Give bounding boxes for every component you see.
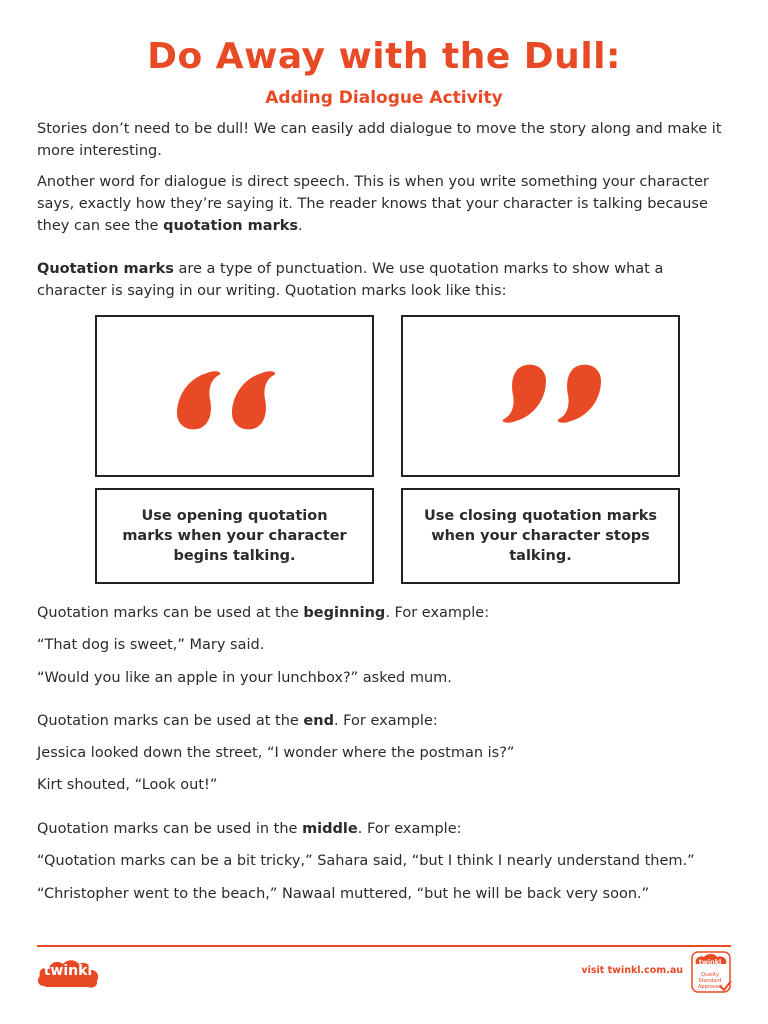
closing-caption-box: Use closing quotation marks when your character stops talking. — [401, 488, 680, 584]
closing-quote-box — [401, 315, 680, 477]
opening-quotation-mark-icon — [97, 317, 376, 479]
example-line: “Would you like an apple in your lunchbox?” asked mum. — [37, 670, 452, 686]
opening-caption-box: Use opening quotation marks when your character begins talking. — [95, 488, 374, 584]
intro-paragraph-2: Another word for dialogue is direct speech. This is when you write something your character says, exactly how they’re saying it. The reader knows that your character is talking because they can see the quotation marks. — [37, 174, 709, 234]
keyword: beginning — [303, 605, 386, 621]
keyword: end — [303, 713, 334, 729]
closing-quotation-mark-icon — [403, 317, 682, 479]
logo-text: twinkl — [43, 963, 93, 979]
bold-term: quotation marks — [163, 218, 298, 234]
bold-term: Quotation marks — [37, 261, 174, 277]
example-heading-end: Quotation marks can be used at the end. For example: — [37, 713, 438, 729]
intro-paragraph-1: Stories don’t need to be dull! We can easily add dialogue to move the story along and make it more interesting. — [37, 121, 722, 159]
opening-quote-box — [95, 315, 374, 477]
page-subtitle: Adding Dialogue Activity — [265, 88, 503, 108]
page-title: Do Away with the Dull: — [147, 36, 621, 77]
example-line: “Christopher went to the beach,” Nawaal muttered, “but he will be back very soon.” — [37, 886, 650, 902]
example-heading-middle: Quotation marks can be used in the middle. For example: — [37, 821, 462, 837]
keyword: middle — [302, 821, 358, 837]
footer-divider — [37, 945, 731, 947]
visit-link[interactable]: visit twinkl.com.au — [581, 965, 683, 976]
example-line: “That dog is sweet,” Mary said. — [37, 637, 265, 653]
intro-paragraph-3: Quotation marks are a type of punctuation. We use quotation marks to show what a character is saying in our writing. Quotation marks look like this: — [37, 261, 664, 299]
badge-label: twinkl — [698, 958, 722, 966]
example-line: Kirt shouted, “Look out!” — [37, 777, 218, 793]
example-line: “Quotation marks can be a bit tricky,” Sahara said, “but I think I nearly understand them.” — [37, 853, 695, 869]
badge-subtext: Quality Standard Approved — [698, 972, 722, 990]
example-line: Jessica looked down the street, “I wonder where the postman is?” — [37, 745, 515, 761]
example-heading-beginning: Quotation marks can be used at the beginning. For example: — [37, 605, 490, 621]
